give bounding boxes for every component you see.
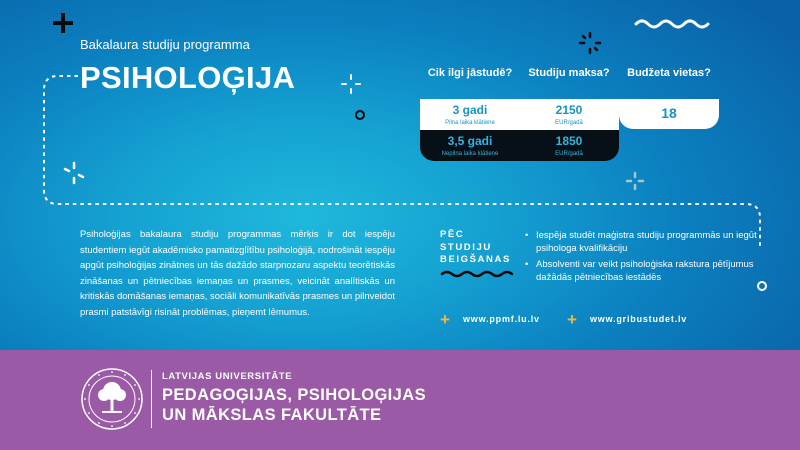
full-time-duration-note: Pilna laika klātiene (445, 120, 495, 126)
university-seal-logo (80, 367, 144, 431)
after-studies-heading-line: BEIGŠANAS (440, 254, 511, 265)
study-site-link[interactable]: www.gribustudet.lv (590, 314, 688, 324)
part-time-fee-cell (519, 130, 619, 161)
part-time-duration: 3,5 gadi (447, 134, 493, 148)
full-time-fee: 2150 (555, 103, 583, 117)
full-time-fee-unit: EUR/gadā (555, 120, 583, 126)
plus-icon: + (440, 310, 450, 329)
page-title: PSIHOLOĢIJA (80, 60, 296, 95)
faculty-name-line: PEDAGOĢIJAS, PSIHOLOĢIJAS (162, 386, 426, 404)
plus-icon: + (567, 310, 577, 329)
part-time-fee: 1850 (555, 134, 583, 148)
full-time-duration: 3 gadi (452, 103, 488, 117)
faculty-name (162, 385, 426, 425)
budget-places-value: 18 (661, 105, 677, 121)
program-subtitle: Bakalaura studiju programma (80, 37, 250, 52)
budget-header: Budžeta vietas? (627, 67, 711, 79)
after-studies-heading-line: PĒC (440, 229, 465, 240)
program-description: Psiholoģijas bakalaura studiju programmas mērķis ir dot iespēju studentiem iegūt akadēmisko pamatizglītību psiholoģijā, nodrošināt iespēju apgūt psiholoģijas zinātnes un tās dažādo starpnozaru aspektu teorētiskās zināšanas un pētniecības iemaņas un prasmes, veicināt analītiskās un kritiskās domāšanas iemaņas, sociāli komunikatīvās prasmes un pilnveidot prasmi patstāvīgi risināt problēmas, pieņemt lēmumus. (80, 229, 395, 318)
faculty-site-link[interactable]: www.ppmf.lu.lv (463, 314, 540, 324)
after-studies-heading-line: STUDIJU (440, 241, 492, 253)
university-name: LATVIJAS UNIVERSITĀTE (162, 371, 293, 382)
plus-icon (52, 12, 74, 34)
list-item: • Iespēja studēt maģistra studiju programmās un iegūt psihologa kvalifikāciju (525, 229, 765, 255)
after-studies-list (525, 229, 765, 287)
duration-header: Cik ilgi jāstudē? (427, 67, 513, 79)
ring-icon (354, 109, 366, 121)
faculty-name-line: UN MĀKSLAS FAKULTĀTE (162, 406, 382, 424)
part-time-fee-unit: EUR/gadā (555, 151, 583, 157)
full-time-duration-cell (420, 99, 520, 130)
sparkle-icon (578, 31, 602, 55)
fee-header: Studiju maksa? (528, 67, 610, 79)
wave-icon (440, 269, 514, 279)
full-time-fee-cell (519, 99, 619, 130)
budget-places-cell (619, 99, 719, 129)
list-item: • Absolventi var veikt psiholoģiska rakstura pētījumus dažādās pētniecības iestādēs (525, 258, 765, 284)
part-time-duration-cell (420, 130, 520, 161)
part-time-duration-note: Nepilna laika klātiene (441, 151, 499, 157)
sparkle-icon (625, 171, 645, 191)
footer-divider (151, 370, 152, 428)
after-studies-heading (440, 229, 518, 267)
sparkle-icon (62, 161, 86, 185)
sparkle-icon (340, 73, 362, 95)
wave-icon (634, 17, 712, 31)
